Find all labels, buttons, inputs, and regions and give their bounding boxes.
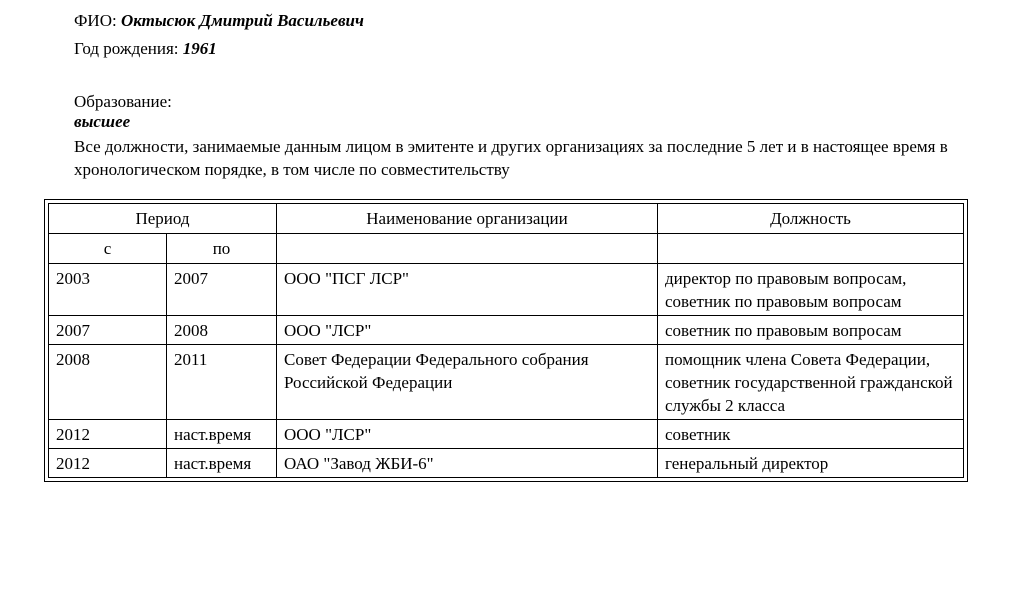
header-organization-empty: [277, 234, 658, 264]
cell-organization: ООО "ЛСР": [277, 316, 658, 345]
birth-year-label: Год рождения:: [74, 39, 179, 58]
table-header-row: [49, 204, 964, 234]
table-subheader-row: [49, 234, 964, 264]
cell-to: 2011: [167, 345, 277, 420]
header-position-empty: [658, 234, 964, 264]
table-row: [49, 420, 964, 449]
positions-intro-text: Все должности, занимаемые данным лицом в эмитенте и других организациях за последние 5 лет и в настоящее время в хронологическом порядке, в том числе по совместительству: [74, 137, 948, 179]
table-row: [49, 264, 964, 316]
cell-position: советник: [658, 420, 964, 449]
cell-from: 2012: [49, 449, 167, 478]
fio-line: [74, 10, 974, 32]
cell-to: 2007: [167, 264, 277, 316]
cell-organization: ОАО "Завод ЖБИ-6": [277, 449, 658, 478]
header-organization: Наименование организации: [277, 204, 658, 234]
birth-year-line: [74, 38, 974, 60]
cell-from: 2008: [49, 345, 167, 420]
header-period: Период: [49, 204, 277, 234]
education-label: Образование:: [74, 92, 172, 111]
document-body: [74, 10, 974, 181]
cell-from: 2007: [49, 316, 167, 345]
positions-table-frame: [44, 199, 968, 482]
cell-position: директор по правовым вопросам, советник по правовым вопросам: [658, 264, 964, 316]
header-position: Должность: [658, 204, 964, 234]
cell-to: 2008: [167, 316, 277, 345]
cell-position: помощник члена Совета Федерации, советник государственной гражданской службы 2 класса: [658, 345, 964, 420]
birth-year-value: 1961: [182, 39, 217, 58]
cell-position: генеральный директор: [658, 449, 964, 478]
table-row: [49, 449, 964, 478]
education-value: высшее: [74, 112, 131, 131]
header-from: с: [49, 234, 167, 264]
cell-organization: ООО "ЛСР": [277, 420, 658, 449]
cell-organization: Совет Федерации Федерального собрания Российской Федерации: [277, 345, 658, 420]
header-to: по: [167, 234, 277, 264]
positions-table: [48, 203, 964, 478]
cell-to: наст.время: [167, 420, 277, 449]
table-row: [49, 345, 964, 420]
fio-value: Октысюк Дмитрий Васильевич: [120, 11, 364, 30]
cell-from: 2003: [49, 264, 167, 316]
table-row: [49, 316, 964, 345]
fio-label: ФИО:: [74, 11, 117, 30]
cell-organization: ООО "ПСГ ЛСР": [277, 264, 658, 316]
cell-from: 2012: [49, 420, 167, 449]
cell-position: советник по правовым вопросам: [658, 316, 964, 345]
cell-to: наст.время: [167, 449, 277, 478]
